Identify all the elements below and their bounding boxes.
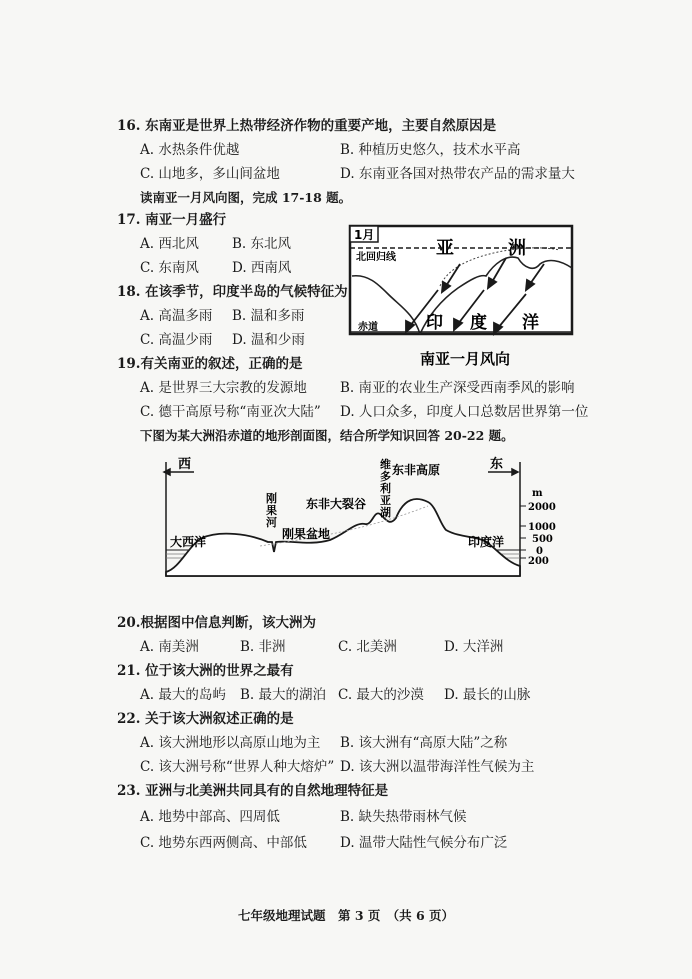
option-21a: A. 最大的岛屿 xyxy=(140,687,226,703)
option-22d: D. 该大洲以温带海洋性气候为主 xyxy=(340,759,535,775)
option-22c: C. 该大洲号称“世界人种大熔炉” xyxy=(140,759,335,775)
option-22a: A. 该大洲地形以高原山地为主 xyxy=(140,735,321,751)
option-19d: D. 人口众多，印度人口总数居世界第一位 xyxy=(340,404,589,420)
svg-text:维: 维 xyxy=(380,458,391,471)
option-16b: B. 种植历史悠久，技术水平高 xyxy=(340,142,521,158)
svg-text:多: 多 xyxy=(380,470,391,483)
question-19-stem: 19.有关南亚的叙述，正确的是 xyxy=(117,356,303,372)
label-ya: 亚 xyxy=(436,238,454,259)
option-20b: B. 非洲 xyxy=(240,639,286,655)
option-16d: D. 东南亚各国对热带农产品的需求量大 xyxy=(340,166,575,182)
question-17-stem: 17. 南亚一月盛行 xyxy=(117,212,227,228)
label-du: 度 xyxy=(470,313,487,333)
option-17d: D. 西南风 xyxy=(232,260,292,276)
plateau-label: 东非高原 xyxy=(392,463,441,477)
option-19a: A. 是世界三大宗教的发源地 xyxy=(140,380,307,396)
option-23a: A. 地势中部高、四周低 xyxy=(140,809,280,825)
svg-text:湖: 湖 xyxy=(380,506,391,519)
atlantic-label: 大西洋 xyxy=(170,535,207,549)
question-22-stem: 22. 关于该大洲叙述正确的是 xyxy=(117,711,294,727)
label-yin: 印 xyxy=(426,313,443,333)
tick-200: 200 xyxy=(528,556,549,567)
victoria-lake-label xyxy=(379,457,391,519)
option-23b: B. 缺失热带雨林气候 xyxy=(340,809,467,825)
question-21-stem: 21. 位于该大洲的世界之最有 xyxy=(117,663,294,679)
profile-intro: 下图为某大洲沿赤道的地形剖面图，结合所学知识回答 20-22 题。 xyxy=(140,428,514,443)
east-label: 东 xyxy=(490,457,504,472)
tropic-label: 北回归线 xyxy=(356,252,396,263)
question-23-stem: 23. 亚洲与北美洲共同具有的自然地理特征是 xyxy=(117,783,389,799)
svg-text:果: 果 xyxy=(266,504,277,517)
tick-500: 500 xyxy=(532,534,553,545)
option-21c: C. 最大的沙漠 xyxy=(338,687,424,703)
option-18c: C. 高温少雨 xyxy=(140,332,213,348)
question-20-stem: 20.根据图中信息判断，该大洲为 xyxy=(117,615,316,631)
option-16c: C. 山地多，多山间盆地 xyxy=(140,166,280,182)
map-intro: 读南亚一月风向图，完成 17-18 题。 xyxy=(140,190,352,205)
option-17a: A. 西北风 xyxy=(140,236,199,252)
option-22b: B. 该大洲有“高原大陆”之称 xyxy=(340,735,508,751)
page-footer: 七年级地理试题 第 3 页 （共 6 页） xyxy=(237,908,455,923)
equator-label: 赤道 xyxy=(358,322,378,333)
south-asia-wind-map xyxy=(348,224,576,374)
label-zhou: 洲 xyxy=(508,238,526,259)
option-21d: D. 最长的山脉 xyxy=(444,687,531,703)
option-19c: C. 德干高原号称“南亚次大陆” xyxy=(140,404,321,420)
option-23d: D. 温带大陆性气候分布广泛 xyxy=(340,835,508,851)
tick-0: 0 xyxy=(536,546,543,557)
option-20c: C. 北美洲 xyxy=(338,639,397,655)
option-16a: A. 水热条件优越 xyxy=(140,142,240,158)
tick-2000: 2000 xyxy=(528,502,556,513)
rift-valley-label: 东非大裂谷 xyxy=(306,497,367,511)
option-21b: B. 最大的湖泊 xyxy=(240,687,327,703)
terrain-profile xyxy=(160,454,580,594)
option-19b: B. 南亚的农业生产深受西南季风的影响 xyxy=(340,380,575,396)
month-label: 1月 xyxy=(354,228,375,242)
option-20d: D. 大洋洲 xyxy=(444,639,504,655)
option-23c: C. 地势东西两侧高、中部低 xyxy=(140,835,307,851)
option-18d: D. 温和少雨 xyxy=(232,332,305,348)
svg-text:亚: 亚 xyxy=(380,494,391,507)
option-20a: A. 南美洲 xyxy=(140,639,199,655)
option-18b: B. 温和多雨 xyxy=(232,308,305,324)
unit-label: m xyxy=(532,488,543,499)
option-17c: C. 东南风 xyxy=(140,260,199,276)
label-yang: 洋 xyxy=(522,313,539,333)
svg-text:利: 利 xyxy=(380,482,391,495)
map-caption: 南亚一月风向 xyxy=(420,350,511,368)
svg-text:河: 河 xyxy=(266,516,277,529)
congo-river-label xyxy=(266,491,277,529)
option-18a: A. 高温多雨 xyxy=(140,308,213,324)
question-16-stem: 16. 东南亚是世界上热带经济作物的重要产地，主要自然原因是 xyxy=(117,118,497,134)
tick-1000: 1000 xyxy=(528,522,556,533)
svg-text:刚: 刚 xyxy=(266,492,277,505)
indian-ocean-label: 印度洋 xyxy=(468,535,505,549)
congo-basin-label: 刚果盆地 xyxy=(282,527,331,541)
question-18-stem: 18. 在该季节，印度半岛的气候特征为 xyxy=(117,284,348,300)
west-label: 西 xyxy=(178,457,192,472)
option-17b: B. 东北风 xyxy=(232,236,292,252)
